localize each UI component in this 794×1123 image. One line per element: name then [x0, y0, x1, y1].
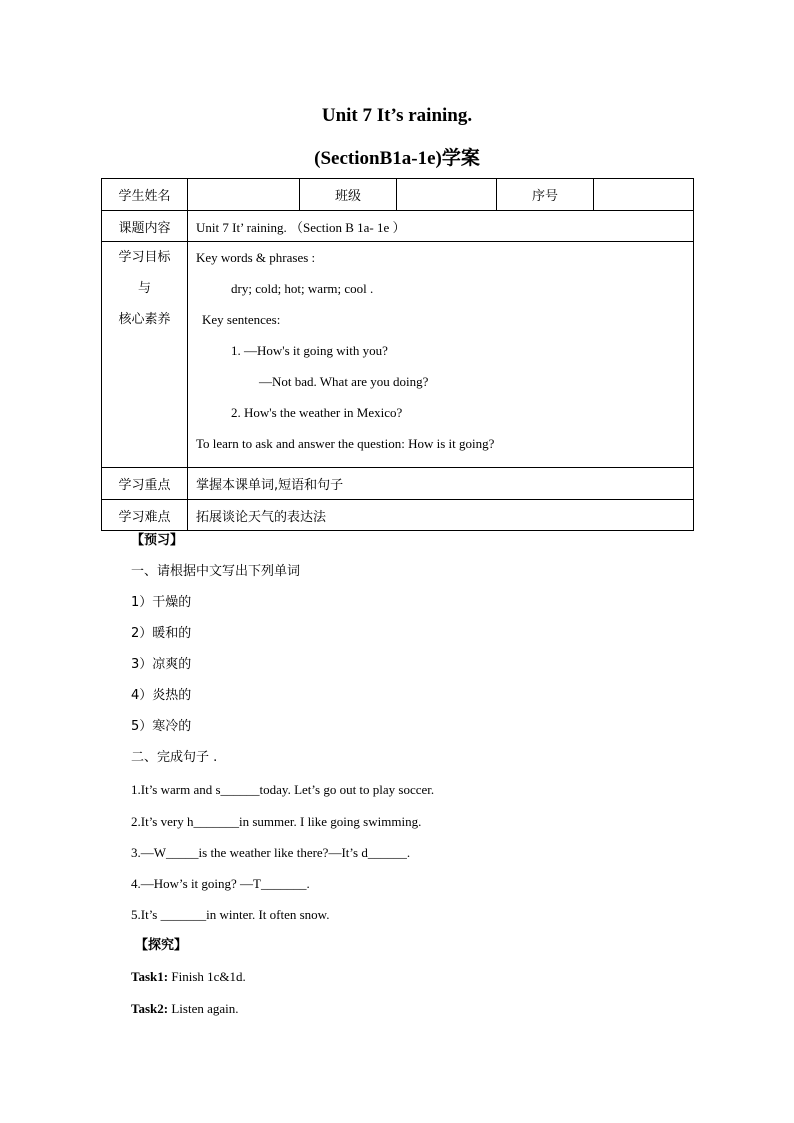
key-sentence-1: 1. —How's it going with you?	[231, 343, 388, 358]
topic-value: Unit 7 It’ raining. （Section B 1a- 1e ）	[188, 211, 694, 242]
seat-number-field[interactable]	[594, 179, 694, 211]
info-table	[101, 178, 694, 531]
key-points-label: 学习重点	[102, 468, 188, 500]
part1-item-dry: 1）干燥的	[131, 595, 192, 610]
preview-heading: 【预习】	[131, 533, 184, 548]
task-1-label: Task1:	[131, 969, 169, 984]
key-words-list: dry; cold; hot; warm; cool .	[231, 281, 374, 296]
part1-item-hot: 4）炎热的	[131, 688, 192, 703]
learning-goal: To learn to ask and answer the question: How is it going?	[196, 436, 495, 451]
task-2-label: Task2:	[131, 1001, 169, 1016]
part2-sentence-3: 3.—W_____is the weather like there?—It’s d______.	[131, 845, 411, 860]
seat-number-label: 序号	[497, 179, 594, 211]
table-row-difficulties	[102, 500, 694, 531]
key-sentence-1-reply: —Not bad. What are you doing?	[259, 374, 429, 389]
difficulties-label: 学习难点	[102, 500, 188, 531]
document-subtitle: (SectionB1a-1e)学案	[314, 148, 480, 169]
key-sentence-2: 2. How's the weather in Mexico?	[231, 405, 403, 420]
topic-label: 课题内容	[102, 211, 188, 242]
part2-sentence-4: 4.—How’s it going? —T_______.	[131, 876, 310, 891]
part2-title: 二、完成句子 .	[131, 750, 218, 765]
objectives-content	[188, 242, 694, 468]
key-sentences-heading: Key sentences:	[202, 312, 281, 327]
objectives-label-line1: 学习目标	[118, 250, 171, 265]
table-row-student	[102, 179, 694, 211]
part2-sentence-2: 2.It’s very h_______in summer. I like going swimming.	[131, 814, 422, 829]
student-name-label: 学生姓名	[102, 179, 188, 211]
task-1-text: Finish 1c&1d.	[168, 969, 246, 984]
part1-item-cool: 3）凉爽的	[131, 657, 192, 672]
student-name-field[interactable]	[188, 179, 300, 211]
part2-sentence-5: 5.It’s _______in winter. It often snow.	[131, 907, 330, 922]
table-row-topic	[102, 211, 694, 242]
part1-item-warm: 2）暖和的	[131, 626, 192, 641]
task-2-text: Listen again.	[168, 1001, 239, 1016]
task-2	[131, 1000, 239, 1018]
objectives-label	[102, 242, 188, 468]
objectives-label-line3: 核心素养	[118, 312, 171, 327]
table-row-objectives	[102, 242, 694, 468]
key-points-value: 掌握本课单词,短语和句子	[188, 468, 694, 500]
class-label: 班级	[300, 179, 397, 211]
task-1	[131, 968, 246, 986]
explore-heading: 【探究】	[135, 938, 188, 953]
objectives-label-line2: 与	[137, 281, 151, 296]
difficulties-value: 拓展谈论天气的表达法	[188, 500, 694, 531]
key-words-heading: Key words & phrases :	[196, 250, 316, 265]
document-title: Unit 7 It’s raining.	[321, 105, 473, 126]
class-field[interactable]	[397, 179, 497, 211]
part1-title: 一、请根据中文写出下列单词	[131, 564, 301, 579]
table-row-key-points	[102, 468, 694, 500]
part2-sentence-1: 1.It’s warm and s______today. Let’s go out to play soccer.	[131, 782, 435, 797]
part1-item-cold: 5）寒冷的	[131, 719, 192, 734]
